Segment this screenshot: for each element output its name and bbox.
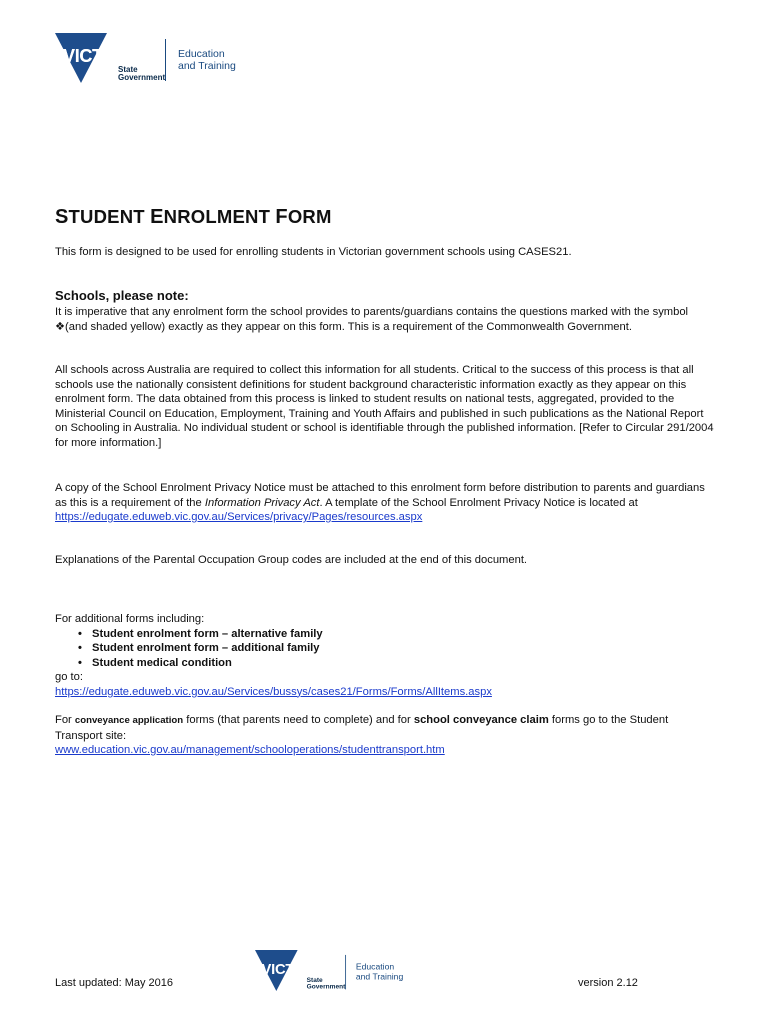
logo-department: Education and Training (355, 962, 404, 982)
victoria-logo (55, 33, 258, 85)
intro-text: This form is designed to be used for enrolling students in Victorian government schools using CASES21. (55, 246, 572, 258)
list-item: • Student medical condition (92, 656, 715, 671)
list-item: • Student enrolment form – alternative family (92, 627, 715, 642)
page-title: STUDENT ENROLMENT FORM (55, 206, 332, 228)
forms-list (55, 627, 715, 671)
logo-state: State Government (118, 65, 166, 82)
paragraph-collection: All schools across Australia are required to collect this information for all students. Critical to the success of this process is that all schools use the nationally consistent definitions for student background characteristic information exactly as they appear on this enrolment form. The data obtained from this process is linked to student results on national tests, aggregated, provided to the Ministerial Council on Education, Employment, Training and Youth Affairs and published in such publications as the National Report on Schooling in Australia. No individual student or school is identifiable through the published information. [Refer to Circular 291/2004 for more information.] (55, 364, 714, 449)
version: version 2.12 (578, 977, 638, 989)
forms-link[interactable]: https://edugate.eduweb.vic.gov.au/Services/bussys/cases21/Forms/Forms/AllItems.aspx (55, 685, 492, 698)
forms-intro: For additional forms including: (55, 613, 205, 625)
logo-state: State Government (306, 976, 346, 991)
logo-divider (345, 955, 346, 989)
forms-goto: go to: (55, 671, 83, 683)
last-updated: Last updated: May 2016 (55, 977, 174, 989)
additional-forms (55, 612, 715, 699)
transport-link[interactable]: www.education.vic.gov.au/management/schooloperations/studenttransport.htm (55, 744, 445, 756)
paragraph-requirement: It is imperative that any enrolment form the school provides to parents/guardians contains the questions marked with the symbol ❖(and shaded yellow) exactly as they appear on this form. This is a requirement of the Commonwealth Government. (55, 306, 689, 333)
logo-word: VICTORIA (261, 960, 330, 978)
schools-note-heading: Schools, please note: (55, 288, 189, 303)
logo-department: Education and Training (178, 48, 236, 72)
paragraph-privacy: A copy of the School Enrolment Privacy Notice must be attached to this enrolment form before distribution to parents and guardians as this is a requirement of the Information Privacy Act. A template of the School Enrolment Privacy Notice is located at https://edugate.eduweb.vic.gov.au/Services/privacy/Pages/resources.aspx (55, 482, 705, 523)
paragraph-occupation: Explanations of the Parental Occupation Group codes are included at the end of this document. (55, 554, 528, 566)
list-item: • Student enrolment form – additional family (92, 641, 715, 656)
logo-divider (165, 39, 166, 81)
conveyance-paragraph: For conveyance application forms (that parents need to complete) and for school conveyance claim forms go to the Student Transport site: www.education.vic.gov.au/management/schooloperations/studenttransport.htm (55, 714, 669, 756)
privacy-link[interactable]: https://edugate.eduweb.vic.gov.au/Services/privacy/Pages/resources.aspx (55, 511, 423, 523)
logo-word: VICTORIA (63, 46, 147, 66)
victoria-logo-footer (255, 950, 421, 993)
